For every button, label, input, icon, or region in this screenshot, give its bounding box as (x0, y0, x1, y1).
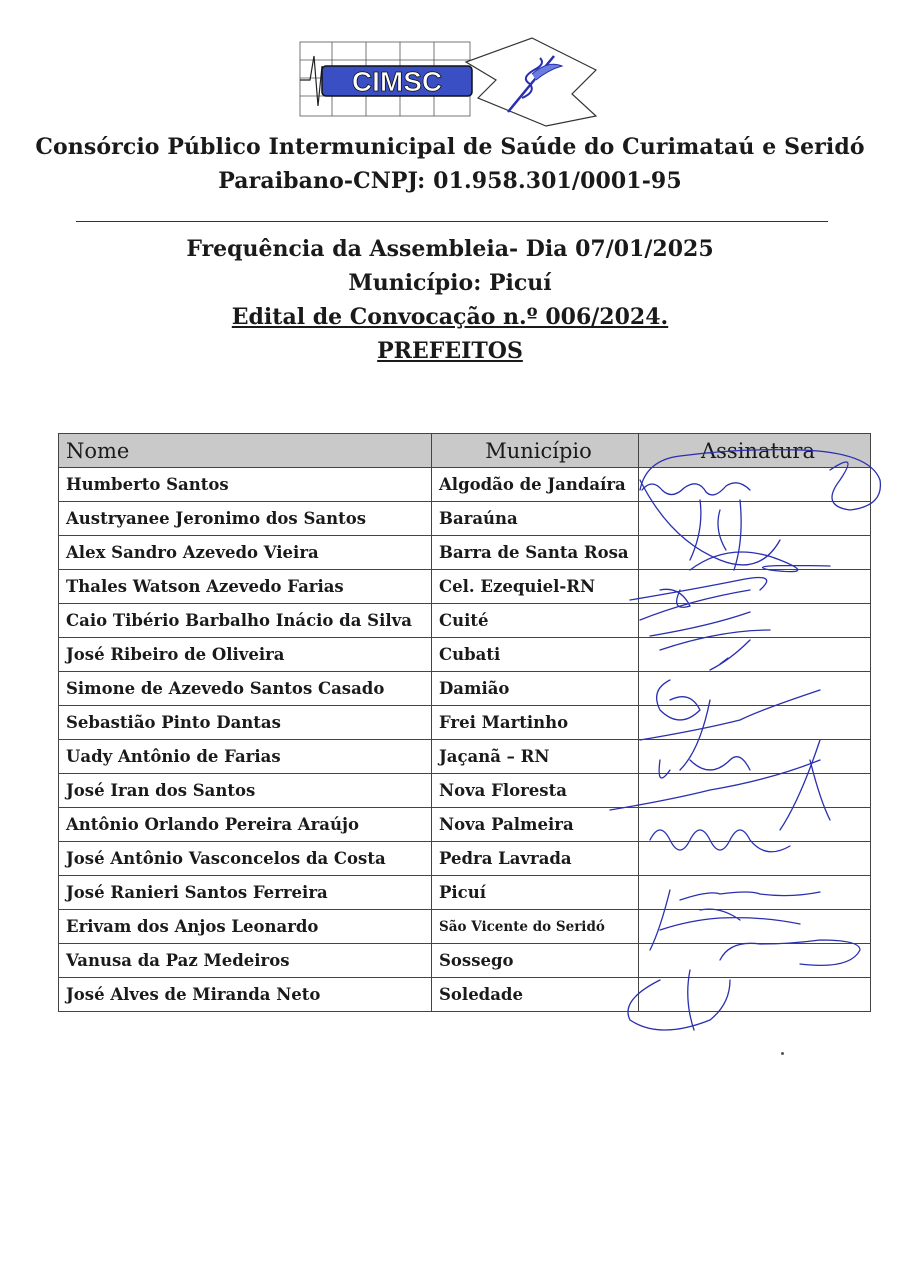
cell-assinatura (639, 672, 871, 706)
cell-assinatura (639, 910, 871, 944)
cell-assinatura (639, 842, 871, 876)
table-row (59, 808, 871, 842)
assembly-date-title: Frequência da Assembleia- Dia 07/01/2025 (186, 236, 714, 262)
cell-municipio: Pedra Lavrada (432, 842, 639, 876)
table-row (59, 740, 871, 774)
attendance-table-wrapper (58, 433, 870, 1012)
cell-municipio: Nova Floresta (432, 774, 639, 808)
cimsc-logo (296, 36, 606, 132)
cell-nome: José Alves de Miranda Neto (59, 978, 432, 1012)
cell-nome: José Ribeiro de Oliveira (59, 638, 432, 672)
attendance-table (58, 433, 871, 1012)
consortium-cnpj: Paraibano-CNPJ: 01.958.301/0001-95 (218, 168, 682, 194)
table-header-row (59, 434, 871, 468)
edital-title: Edital de Convocação n.º 006/2024. (231, 304, 669, 330)
table-row (59, 638, 871, 672)
cell-nome: Sebastião Pinto Dantas (59, 706, 432, 740)
cell-nome: Erivam dos Anjos Leonardo (59, 910, 432, 944)
table-row (59, 672, 871, 706)
cell-assinatura (639, 468, 871, 502)
cell-nome: Caio Tibério Barbalho Inácio da Silva (59, 604, 432, 638)
prefeitos-title: PREFEITOS (377, 338, 523, 364)
cell-municipio: Picuí (432, 876, 639, 910)
header-divider (76, 221, 828, 222)
cell-nome: José Iran dos Santos (59, 774, 432, 808)
table-row (59, 570, 871, 604)
cell-assinatura (639, 502, 871, 536)
cell-nome: Alex Sandro Azevedo Vieira (59, 536, 432, 570)
cell-municipio: Frei Martinho (432, 706, 639, 740)
table-row (59, 706, 871, 740)
table-row (59, 910, 871, 944)
cell-assinatura (639, 570, 871, 604)
cell-municipio: Cubati (432, 638, 639, 672)
table-row (59, 604, 871, 638)
header-assinatura: Assinatura (639, 434, 871, 468)
cell-municipio: Baraúna (432, 502, 639, 536)
cell-assinatura (639, 638, 871, 672)
cell-nome: Simone de Azevedo Santos Casado (59, 672, 432, 706)
cell-assinatura (639, 774, 871, 808)
cell-assinatura (639, 944, 871, 978)
cell-nome: José Antônio Vasconcelos da Costa (59, 842, 432, 876)
table-row (59, 774, 871, 808)
logo-text: CIMSC (351, 66, 443, 97)
cell-municipio: Barra de Santa Rosa (432, 536, 639, 570)
cell-municipio: Jaçanã – RN (432, 740, 639, 774)
header-nome: Nome (59, 434, 432, 468)
cell-municipio: Damião (432, 672, 639, 706)
cell-assinatura (639, 604, 871, 638)
cell-nome: Antônio Orlando Pereira Araújo (59, 808, 432, 842)
cell-nome: Thales Watson Azevedo Farias (59, 570, 432, 604)
cell-nome: José Ranieri Santos Ferreira (59, 876, 432, 910)
table-row (59, 978, 871, 1012)
cell-municipio: Cel. Ezequiel-RN (432, 570, 639, 604)
cell-assinatura (639, 808, 871, 842)
cell-municipio: Nova Palmeira (432, 808, 639, 842)
cell-assinatura (639, 876, 871, 910)
table-row (59, 502, 871, 536)
cell-assinatura (639, 706, 871, 740)
cell-assinatura (639, 978, 871, 1012)
stray-mark (781, 1052, 784, 1055)
cell-nome: Vanusa da Paz Medeiros (59, 944, 432, 978)
cell-nome: Austryanee Jeronimo dos Santos (59, 502, 432, 536)
caduceus-icon (466, 38, 596, 126)
cell-municipio: Sossego (432, 944, 639, 978)
table-row (59, 944, 871, 978)
municipality-title: Município: Picuí (348, 270, 552, 296)
cell-municipio: Algodão de Jandaíra (432, 468, 639, 502)
cell-nome: Uady Antônio de Farias (59, 740, 432, 774)
table-row (59, 876, 871, 910)
cell-municipio: São Vicente do Seridó (432, 910, 639, 944)
table-row (59, 468, 871, 502)
cell-municipio: Cuité (432, 604, 639, 638)
cell-assinatura (639, 740, 871, 774)
cell-assinatura (639, 536, 871, 570)
cell-nome: Humberto Santos (59, 468, 432, 502)
table-row (59, 536, 871, 570)
header-municipio: Município (432, 434, 639, 468)
table-row (59, 842, 871, 876)
consortium-name: Consórcio Público Intermunicipal de Saúde do Curimataú e Seridó (35, 134, 865, 160)
cell-municipio: Soledade (432, 978, 639, 1012)
